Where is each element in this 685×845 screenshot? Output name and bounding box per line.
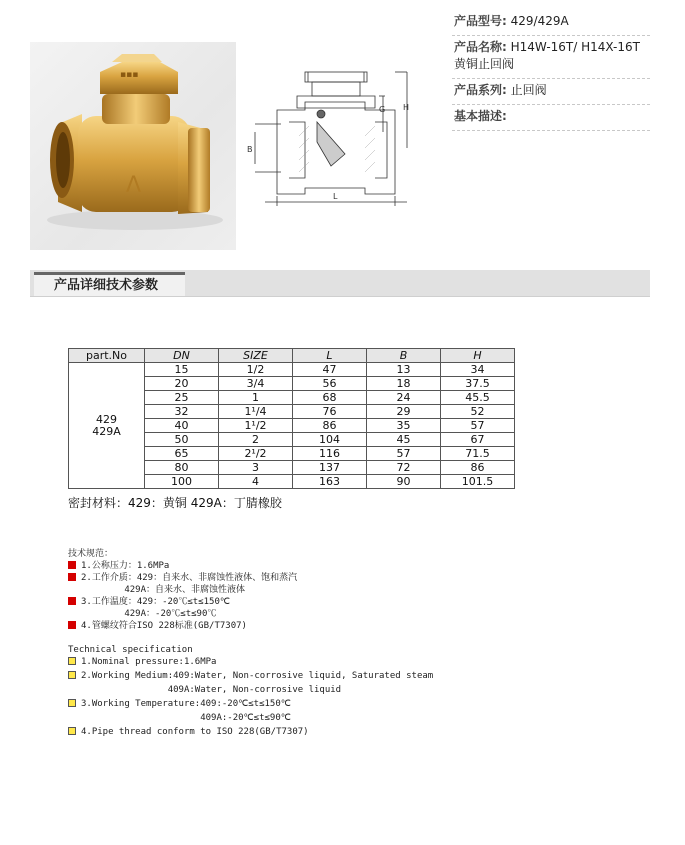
model-value: 429/429A [510, 14, 569, 28]
desc-label: 基本描述: [454, 109, 507, 123]
spec-table [68, 348, 515, 489]
table-row [69, 363, 515, 377]
table-cell: 2¹/2 [219, 447, 293, 461]
dim-g-label: G [379, 105, 386, 114]
table-cell: 71.5 [441, 447, 515, 461]
table-cell: 4 [219, 475, 293, 489]
tech-en-item [68, 670, 433, 682]
table-cell: 25 [145, 391, 219, 405]
tech-cn-item [68, 596, 230, 608]
desc-row [452, 105, 650, 131]
red-square-bullet-icon [68, 621, 76, 629]
table-cell: 100 [145, 475, 219, 489]
body-mark: Λ [126, 173, 142, 198]
series-label: 产品系列: [454, 83, 507, 97]
table-cell: 86 [441, 461, 515, 475]
table-header-row [69, 349, 515, 363]
table-cell: 137 [293, 461, 367, 475]
table-cell: 56 [293, 377, 367, 391]
yellow-square-bullet-icon [68, 699, 76, 707]
table-cell: 72 [367, 461, 441, 475]
table-cell: 101.5 [441, 475, 515, 489]
tech-cn-text: 2.工作介质：429：自来水、非腐蚀性液体、饱和蒸汽 [81, 573, 298, 583]
section-tab: 产品详细技术参数 [34, 272, 185, 296]
seal-material: 密封材料：429：黄铜 429A：丁腈橡胶 [68, 496, 282, 510]
name-value: H14W-16T/ H14X-16T [510, 40, 640, 54]
series-row [452, 79, 650, 105]
table-cell: 2 [219, 433, 293, 447]
tech-cn-text: 3.工作温度：429：-20℃≤t≤150℃ [81, 597, 230, 607]
col-header: H [441, 349, 515, 363]
valve-section-drawing [245, 62, 420, 212]
product-photo [30, 42, 236, 250]
table-cell: 1/2 [219, 363, 293, 377]
name-row [452, 36, 650, 79]
table-cell: 1¹/4 [219, 405, 293, 419]
part-no-value: 429 [96, 412, 117, 426]
table-cell: 3 [219, 461, 293, 475]
tech-en-item [68, 712, 291, 724]
col-header: part.No [69, 349, 145, 363]
tech-en-item [68, 698, 291, 710]
tech-cn-text: 429A：-20℃≤t≤90℃ [81, 609, 217, 619]
tech-en-title: Technical specification [68, 645, 193, 655]
table-cell: 76 [293, 405, 367, 419]
model-label: 产品型号: [454, 14, 507, 28]
table-cell: 32 [145, 405, 219, 419]
yellow-square-bullet-icon [68, 657, 76, 665]
table-cell: 40 [145, 419, 219, 433]
table-cell: 3/4 [219, 377, 293, 391]
table-cell: 104 [293, 433, 367, 447]
table-cell: 37.5 [441, 377, 515, 391]
table-cell: 68 [293, 391, 367, 405]
tech-en-text: 3.Working Temperature:409:-20℃≤t≤150℃ [81, 699, 291, 709]
table-cell: 34 [441, 363, 515, 377]
table-cell: 13 [367, 363, 441, 377]
col-header: L [293, 349, 367, 363]
tech-cn-text: 429A：自来水、非腐蚀性液体 [81, 585, 246, 595]
table-cell: 1 [219, 391, 293, 405]
col-header: SIZE [219, 349, 293, 363]
tech-en-text: 4.Pipe thread conform to ISO 228(GB/T7307) [81, 727, 309, 737]
table-cell: 80 [145, 461, 219, 475]
table-cell: 15 [145, 363, 219, 377]
product-info [452, 10, 650, 131]
tech-en-text: 1.Nominal pressure:1.6MPa [81, 657, 217, 667]
name-label: 产品名称: [454, 40, 507, 54]
dim-h-label: H [403, 103, 410, 112]
technical-drawing [245, 62, 420, 212]
table-cell: 65 [145, 447, 219, 461]
tech-cn-text: 4.管螺纹符合ISO 228标准(GB/T7307) [81, 621, 247, 631]
table-cell: 57 [367, 447, 441, 461]
dim-b-label: B [247, 145, 253, 154]
table-cell: 116 [293, 447, 367, 461]
red-square-bullet-icon [68, 597, 76, 605]
red-square-bullet-icon [68, 573, 76, 581]
tech-cn-item [68, 608, 216, 620]
tech-en-text: 409A:-20℃≤t≤90℃ [81, 713, 291, 723]
tech-cn-text: 1.公称压力：1.6MPa [81, 561, 170, 571]
table-cell: 163 [293, 475, 367, 489]
tech-cn-title: 技术规范： [68, 549, 114, 559]
tech-en-item [68, 684, 341, 696]
tech-en-item [68, 726, 309, 738]
part-no-value: 429A [92, 424, 121, 438]
table-cell: 50 [145, 433, 219, 447]
table-cell: 57 [441, 419, 515, 433]
red-square-bullet-icon [68, 561, 76, 569]
table-cell: 45.5 [441, 391, 515, 405]
table-cell: 47 [293, 363, 367, 377]
yellow-square-bullet-icon [68, 727, 76, 735]
tech-en-text: 2.Working Medium:409:Water, Non-corrosive liquid, Saturated steam [81, 671, 434, 681]
tech-cn-item [68, 560, 169, 572]
brass-valve-image [30, 42, 236, 250]
dim-l-label: L [333, 192, 338, 201]
table-cell: 52 [441, 405, 515, 419]
section-bar [30, 270, 650, 297]
col-header: DN [145, 349, 219, 363]
table-cell: 20 [145, 377, 219, 391]
series-value: 止回阀 [510, 83, 547, 97]
table-cell: 86 [293, 419, 367, 433]
tech-en-text: 409A:Water, Non-corrosive liquid [81, 685, 342, 695]
table-cell: 90 [367, 475, 441, 489]
col-header: B [367, 349, 441, 363]
tech-cn-item [68, 620, 247, 632]
table-cell: 67 [441, 433, 515, 447]
model-row [452, 10, 650, 36]
yellow-square-bullet-icon [68, 671, 76, 679]
table-cell: 1¹/2 [219, 419, 293, 433]
tech-en-item [68, 656, 216, 668]
tech-cn-item [68, 584, 245, 596]
svg-text:▪▪▪: ▪▪▪ [120, 70, 139, 80]
table-cell: 29 [367, 405, 441, 419]
table-cell: 18 [367, 377, 441, 391]
table-cell: 45 [367, 433, 441, 447]
table-cell: 35 [367, 419, 441, 433]
tech-cn-item [68, 572, 297, 584]
table-cell: 24 [367, 391, 441, 405]
name-sub: 黄铜止回阀 [454, 57, 515, 71]
part-no-cell [69, 363, 145, 489]
